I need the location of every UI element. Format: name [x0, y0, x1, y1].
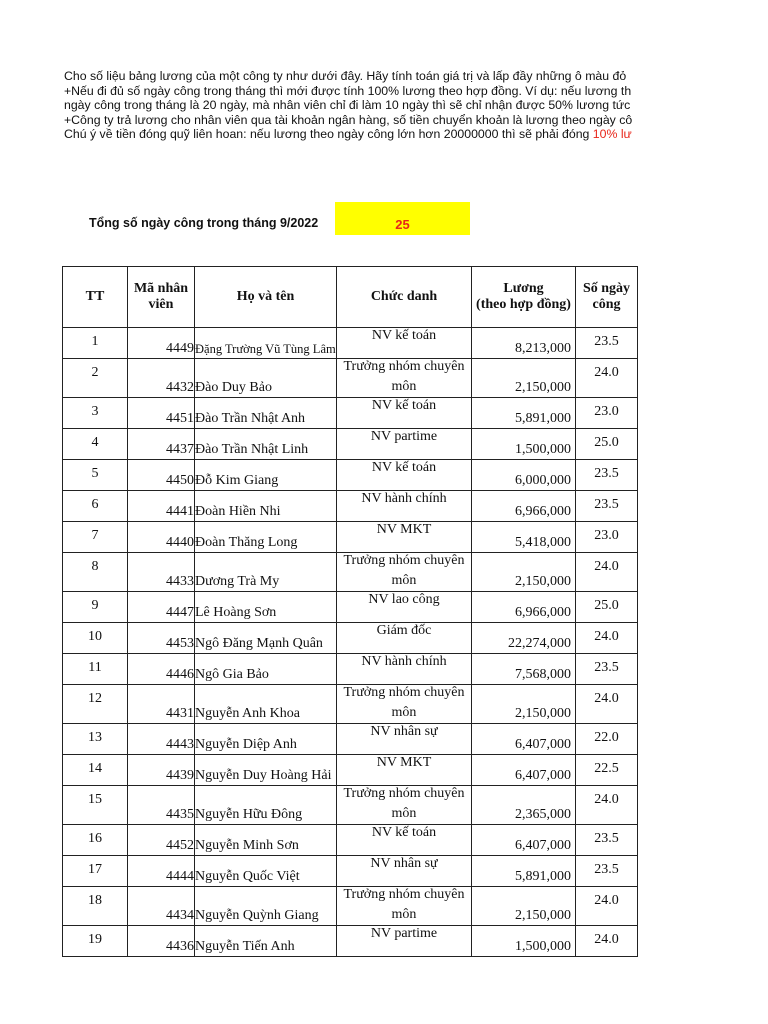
cell-salary-text: 2,150,000: [515, 574, 571, 589]
cell-salary[interactable]: [472, 856, 576, 887]
cell-employee-id[interactable]: [128, 926, 195, 957]
cell-workdays-text: 23.5: [594, 660, 619, 675]
cell-salary-text: 6,966,000: [515, 504, 571, 519]
cell-tt-text: 2: [91, 365, 99, 380]
cell-tt-text: 1: [91, 334, 99, 349]
cell-tt-text: 7: [91, 528, 99, 543]
table-row: [63, 398, 638, 429]
table-row: [63, 856, 638, 887]
cell-position[interactable]: [337, 460, 472, 491]
cell-employee-id-text: 4440: [166, 535, 194, 550]
cell-employee-id[interactable]: [128, 491, 195, 522]
header-tt: TT: [63, 267, 128, 328]
instruction-line: +Nếu đi đủ số ngày công trong tháng thì mới được tính 100% lương theo hợp đồng. Ví dụ: nếu lương th: [64, 83, 632, 98]
cell-tt[interactable]: [63, 724, 128, 755]
cell-employee-id-text: 4447: [166, 605, 194, 620]
total-workdays-cell[interactable]: 25: [335, 202, 470, 235]
cell-employee-id[interactable]: [128, 755, 195, 786]
cell-employee-id[interactable]: [128, 522, 195, 553]
payroll-table: [62, 266, 638, 957]
header-days-line2: công: [592, 297, 621, 312]
cell-employee-id[interactable]: [128, 359, 195, 398]
table-row: [63, 623, 638, 654]
cell-full-name-text: Đoàn Hiền Nhi: [195, 504, 281, 519]
cell-workdays[interactable]: [576, 491, 638, 522]
cell-salary[interactable]: [472, 460, 576, 491]
cell-employee-id[interactable]: [128, 685, 195, 724]
cell-tt-text: 17: [88, 862, 102, 877]
cell-full-name-text: Nguyễn Hữu Đông: [195, 807, 303, 822]
cell-workdays-text: 24.0: [594, 365, 619, 380]
cell-tt-text: 15: [88, 792, 102, 807]
cell-position-text: Trưởng nhóm chuyên môn: [343, 786, 465, 821]
cell-workdays-text: 24.0: [594, 629, 619, 644]
cell-salary[interactable]: [472, 685, 576, 724]
cell-position-text: NV MKT: [376, 522, 432, 537]
table-row: [63, 825, 638, 856]
table-row: [63, 926, 638, 957]
cell-workdays[interactable]: [576, 623, 638, 654]
cell-employee-id-text: 4439: [166, 768, 194, 783]
cell-full-name-text: Nguyễn Quỳnh Giang: [195, 908, 319, 923]
cell-tt[interactable]: [63, 755, 128, 786]
cell-employee-id[interactable]: [128, 328, 195, 359]
header-salary-line1: Lương: [503, 281, 544, 296]
cell-salary[interactable]: [472, 359, 576, 398]
cell-salary-text: 8,213,000: [515, 341, 571, 356]
cell-tt[interactable]: [63, 887, 128, 926]
cell-salary-text: 7,568,000: [515, 667, 571, 682]
cell-workdays-text: 23.0: [594, 528, 619, 543]
cell-employee-id-text: 4449: [166, 341, 194, 356]
cell-full-name-text: Nguyễn Tiến Anh: [195, 939, 295, 954]
table-row: [63, 685, 638, 724]
cell-position-text: Trưởng nhóm chuyên môn: [343, 887, 465, 922]
cell-tt[interactable]: [63, 491, 128, 522]
cell-employee-id-text: 4434: [166, 908, 194, 923]
cell-full-name-text: Đỗ Kim Giang: [195, 473, 279, 488]
cell-full-name[interactable]: [195, 825, 337, 856]
table-body: [63, 328, 638, 957]
cell-tt[interactable]: [63, 592, 128, 623]
cell-tt[interactable]: [63, 553, 128, 592]
table-row: [63, 429, 638, 460]
cell-full-name-text: Đào Trần Nhật Linh: [195, 442, 309, 457]
cell-workdays[interactable]: [576, 926, 638, 957]
header-employee-id: [128, 267, 195, 328]
instruction-line: [64, 127, 640, 142]
header-salary-line2: (theo hợp đồng): [476, 297, 571, 312]
instruction-highlight: 10% lư: [592, 127, 632, 141]
cell-position[interactable]: [337, 522, 472, 553]
cell-employee-id-text: 4446: [166, 667, 194, 682]
cell-workdays-text: 22.5: [594, 761, 619, 776]
cell-position[interactable]: [337, 328, 472, 359]
table-row: [63, 553, 638, 592]
header-workdays: [576, 267, 638, 328]
cell-employee-id[interactable]: [128, 856, 195, 887]
cell-workdays-text: 24.0: [594, 559, 619, 574]
cell-tt-text: 16: [88, 831, 102, 846]
cell-employee-id[interactable]: [128, 825, 195, 856]
cell-workdays-text: 24.0: [594, 691, 619, 706]
cell-workdays-text: 23.5: [594, 334, 619, 349]
cell-salary[interactable]: [472, 724, 576, 755]
instructions-text: [64, 69, 640, 142]
table-row: [63, 522, 638, 553]
cell-position-text: Trưởng nhóm chuyên môn: [343, 553, 465, 588]
instruction-line-text: Chú ý về tiền đóng quỹ liên hoan: nếu lương theo ngày công lớn hơn 20000000 thì sẽ phải đóng: [64, 127, 593, 141]
cell-employee-id-text: 4435: [166, 807, 194, 822]
cell-full-name-text: Ngô Đăng Mạnh Quân: [195, 636, 323, 651]
cell-salary[interactable]: [472, 328, 576, 359]
cell-position-text: NV kế toán: [371, 328, 437, 343]
cell-tt[interactable]: [63, 654, 128, 685]
cell-employee-id-text: 4436: [166, 939, 194, 954]
table-row: [63, 724, 638, 755]
cell-workdays-text: 23.5: [594, 862, 619, 877]
cell-position[interactable]: [337, 685, 472, 724]
table-header-row: [63, 267, 638, 328]
cell-position[interactable]: [337, 926, 472, 957]
cell-tt[interactable]: [63, 623, 128, 654]
cell-full-name[interactable]: [195, 398, 337, 429]
cell-workdays[interactable]: [576, 328, 638, 359]
cell-employee-id-text: 4444: [166, 869, 194, 884]
cell-salary[interactable]: [472, 592, 576, 623]
cell-tt-text: 10: [88, 629, 102, 644]
cell-position[interactable]: [337, 856, 472, 887]
instruction-line: ngày công trong tháng là 20 ngày, mà nhân viên chỉ đi làm 10 ngày thì sẽ chỉ nhận được 50% lương tức: [64, 98, 631, 112]
cell-full-name[interactable]: [195, 592, 337, 623]
cell-salary-text: 2,365,000: [515, 807, 571, 822]
cell-employee-id-text: 4451: [166, 411, 194, 426]
cell-position-text: NV lao công: [368, 592, 440, 607]
cell-workdays[interactable]: [576, 685, 638, 724]
cell-full-name[interactable]: [195, 359, 337, 398]
cell-position-text: Trưởng nhóm chuyên môn: [343, 685, 465, 720]
cell-employee-id[interactable]: [128, 460, 195, 491]
cell-full-name[interactable]: [195, 460, 337, 491]
table-row: [63, 592, 638, 623]
cell-workdays-text: 24.0: [594, 792, 619, 807]
cell-position-text: NV partime: [370, 429, 438, 444]
cell-workdays[interactable]: [576, 429, 638, 460]
cell-employee-id[interactable]: [128, 398, 195, 429]
header-id-line1: Mã nhân: [133, 281, 189, 296]
cell-salary-text: 6,407,000: [515, 737, 571, 752]
cell-position[interactable]: [337, 654, 472, 685]
header-id-line2: viên: [148, 297, 174, 312]
cell-position[interactable]: [337, 825, 472, 856]
cell-workdays[interactable]: [576, 856, 638, 887]
cell-position[interactable]: [337, 491, 472, 522]
table-row: [63, 491, 638, 522]
cell-position[interactable]: [337, 724, 472, 755]
cell-position-text: NV MKT: [376, 755, 432, 770]
cell-tt[interactable]: [63, 825, 128, 856]
cell-position[interactable]: [337, 887, 472, 926]
cell-workdays[interactable]: [576, 755, 638, 786]
cell-position[interactable]: [337, 755, 472, 786]
cell-salary-text: 1,500,000: [515, 442, 571, 457]
total-workdays-label: Tổng số ngày công trong tháng 9/2022: [89, 216, 319, 230]
cell-salary[interactable]: [472, 398, 576, 429]
cell-full-name[interactable]: [195, 926, 337, 957]
cell-employee-id-text: 4431: [166, 706, 194, 721]
cell-position-text: NV nhân sự: [370, 856, 438, 871]
cell-employee-id-text: 4437: [166, 442, 194, 457]
table-row: [63, 328, 638, 359]
cell-workdays[interactable]: [576, 398, 638, 429]
cell-workdays[interactable]: [576, 724, 638, 755]
cell-salary-text: 6,407,000: [515, 768, 571, 783]
cell-full-name[interactable]: [195, 685, 337, 724]
cell-position-text: NV hành chính: [361, 654, 447, 669]
cell-salary-text: 2,150,000: [515, 380, 571, 395]
cell-workdays-text: 23.5: [594, 831, 619, 846]
cell-full-name[interactable]: [195, 856, 337, 887]
cell-workdays-text: 23.5: [594, 497, 619, 512]
cell-workdays[interactable]: [576, 887, 638, 926]
header-salary: [472, 267, 576, 328]
cell-workdays[interactable]: [576, 654, 638, 685]
cell-salary-text: 6,966,000: [515, 605, 571, 620]
cell-position[interactable]: [337, 623, 472, 654]
header-position: Chức danh: [337, 267, 472, 328]
cell-employee-id-text: 4452: [166, 838, 194, 853]
cell-salary[interactable]: [472, 786, 576, 825]
cell-tt-text: 18: [88, 893, 102, 908]
cell-employee-id-text: 4432: [166, 380, 194, 395]
cell-full-name-text: Lê Hoàng Sơn: [195, 605, 277, 620]
cell-workdays[interactable]: [576, 825, 638, 856]
cell-employee-id[interactable]: [128, 724, 195, 755]
cell-tt-text: 8: [91, 559, 99, 574]
cell-full-name-text: Đoàn Thăng Long: [195, 535, 298, 550]
cell-full-name[interactable]: [195, 654, 337, 685]
cell-tt[interactable]: [63, 685, 128, 724]
cell-full-name-text: Đào Trần Nhật Anh: [195, 411, 306, 426]
cell-position-text: NV partime: [370, 926, 438, 941]
cell-full-name[interactable]: [195, 724, 337, 755]
table-row: [63, 460, 638, 491]
cell-workdays-text: 25.0: [594, 598, 619, 613]
cell-full-name-text: Nguyễn Quốc Việt: [195, 869, 300, 884]
cell-tt[interactable]: [63, 328, 128, 359]
cell-workdays[interactable]: [576, 359, 638, 398]
header-days-line1: Số ngày: [582, 281, 631, 296]
cell-workdays-text: 25.0: [594, 435, 619, 450]
cell-salary-text: 22,274,000: [508, 636, 571, 651]
cell-salary-text: 6,000,000: [515, 473, 571, 488]
cell-position-text: Trưởng nhóm chuyên môn: [343, 359, 465, 394]
cell-salary-text: 5,891,000: [515, 869, 571, 884]
cell-employee-id-text: 4453: [166, 636, 194, 651]
cell-tt[interactable]: [63, 429, 128, 460]
cell-workdays-text: 24.0: [594, 893, 619, 908]
cell-full-name-text: Nguyễn Diệp Anh: [195, 737, 297, 752]
cell-tt-text: 13: [88, 730, 102, 745]
cell-position-text: NV kế toán: [371, 825, 437, 840]
cell-employee-id[interactable]: [128, 786, 195, 825]
cell-tt-text: 6: [91, 497, 99, 512]
cell-tt-text: 5: [91, 466, 99, 481]
cell-tt[interactable]: [63, 359, 128, 398]
cell-salary[interactable]: [472, 429, 576, 460]
cell-employee-id[interactable]: [128, 429, 195, 460]
table-row: [63, 359, 638, 398]
cell-full-name-text: Nguyễn Duy Hoàng Hải: [195, 768, 332, 783]
cell-tt[interactable]: [63, 398, 128, 429]
cell-tt-text: 4: [91, 435, 99, 450]
cell-employee-id-text: 4441: [166, 504, 194, 519]
cell-salary[interactable]: [472, 491, 576, 522]
cell-workdays[interactable]: [576, 553, 638, 592]
table-row: [63, 755, 638, 786]
cell-full-name[interactable]: [195, 429, 337, 460]
cell-employee-id-text: 4450: [166, 473, 194, 488]
cell-employee-id[interactable]: [128, 592, 195, 623]
cell-tt-text: 3: [91, 404, 99, 419]
cell-salary-text: 2,150,000: [515, 706, 571, 721]
cell-full-name-text: Đặng Trường Vũ Tùng Lâm: [195, 342, 336, 356]
cell-employee-id[interactable]: [128, 887, 195, 926]
cell-full-name-text: Đào Duy Bảo: [195, 380, 272, 395]
cell-tt-text: 12: [88, 691, 102, 706]
cell-tt-text: 11: [88, 660, 102, 675]
cell-position-text: NV kế toán: [371, 460, 437, 475]
table-row: [63, 887, 638, 926]
cell-workdays[interactable]: [576, 786, 638, 825]
cell-position[interactable]: [337, 359, 472, 398]
cell-tt-text: 14: [88, 761, 102, 776]
cell-full-name-text: Nguyễn Anh Khoa: [195, 706, 300, 721]
cell-full-name-text: Nguyễn Minh Sơn: [195, 838, 299, 853]
cell-full-name-text: Dương Trà My: [195, 574, 280, 589]
header-full-name: Họ và tên: [195, 267, 337, 328]
cell-full-name-text: Ngô Gia Bảo: [195, 667, 269, 682]
cell-employee-id[interactable]: [128, 654, 195, 685]
cell-full-name[interactable]: [195, 786, 337, 825]
cell-workdays-text: 24.0: [594, 932, 619, 947]
cell-position[interactable]: [337, 429, 472, 460]
cell-tt[interactable]: [63, 522, 128, 553]
cell-salary[interactable]: [472, 553, 576, 592]
cell-workdays-text: 23.0: [594, 404, 619, 419]
cell-salary[interactable]: [472, 654, 576, 685]
cell-salary[interactable]: [472, 926, 576, 957]
cell-full-name[interactable]: [195, 522, 337, 553]
cell-position[interactable]: [337, 398, 472, 429]
cell-salary[interactable]: [472, 887, 576, 926]
table-row: [63, 654, 638, 685]
cell-workdays[interactable]: [576, 522, 638, 553]
cell-full-name[interactable]: [195, 328, 337, 359]
cell-salary[interactable]: [472, 522, 576, 553]
cell-tt[interactable]: [63, 786, 128, 825]
cell-position-text: NV hành chính: [361, 491, 447, 506]
cell-tt[interactable]: [63, 460, 128, 491]
cell-position[interactable]: [337, 553, 472, 592]
cell-full-name[interactable]: [195, 491, 337, 522]
instruction-line: +Công ty trả lương cho nhân viên qua tài khoản ngân hàng, số tiền chuyển khoản là lương theo ngày cô: [64, 112, 633, 127]
cell-workdays[interactable]: [576, 592, 638, 623]
cell-employee-id-text: 4433: [166, 574, 194, 589]
cell-salary[interactable]: [472, 825, 576, 856]
cell-tt[interactable]: [63, 856, 128, 887]
cell-salary-text: 1,500,000: [515, 939, 571, 954]
cell-full-name[interactable]: [195, 623, 337, 654]
table-row: [63, 786, 638, 825]
cell-salary-text: 6,407,000: [515, 838, 571, 853]
cell-employee-id-text: 4443: [166, 737, 194, 752]
cell-position-text: Giám đốc: [376, 623, 432, 638]
cell-full-name[interactable]: [195, 553, 337, 592]
cell-tt-text: 19: [88, 932, 102, 947]
cell-position[interactable]: [337, 786, 472, 825]
cell-salary-text: 5,418,000: [515, 535, 571, 550]
cell-full-name[interactable]: [195, 887, 337, 926]
cell-tt-text: 9: [91, 598, 99, 613]
cell-workdays-text: 22.0: [594, 730, 619, 745]
cell-position[interactable]: [337, 592, 472, 623]
cell-position-text: NV kế toán: [371, 398, 437, 413]
cell-salary-text: 2,150,000: [515, 908, 571, 923]
cell-salary[interactable]: [472, 755, 576, 786]
instruction-line: Cho số liệu bảng lương của một công ty như dưới đây. Hãy tính toán giá trị và lấp đầy những ô màu đỏ: [64, 69, 627, 83]
cell-salary[interactable]: [472, 623, 576, 654]
cell-workdays[interactable]: [576, 460, 638, 491]
cell-employee-id[interactable]: [128, 553, 195, 592]
cell-workdays-text: 23.5: [594, 466, 619, 481]
cell-position-text: NV nhân sự: [370, 724, 438, 739]
cell-salary-text: 5,891,000: [515, 411, 571, 426]
cell-employee-id[interactable]: [128, 623, 195, 654]
cell-full-name[interactable]: [195, 755, 337, 786]
cell-tt[interactable]: [63, 926, 128, 957]
